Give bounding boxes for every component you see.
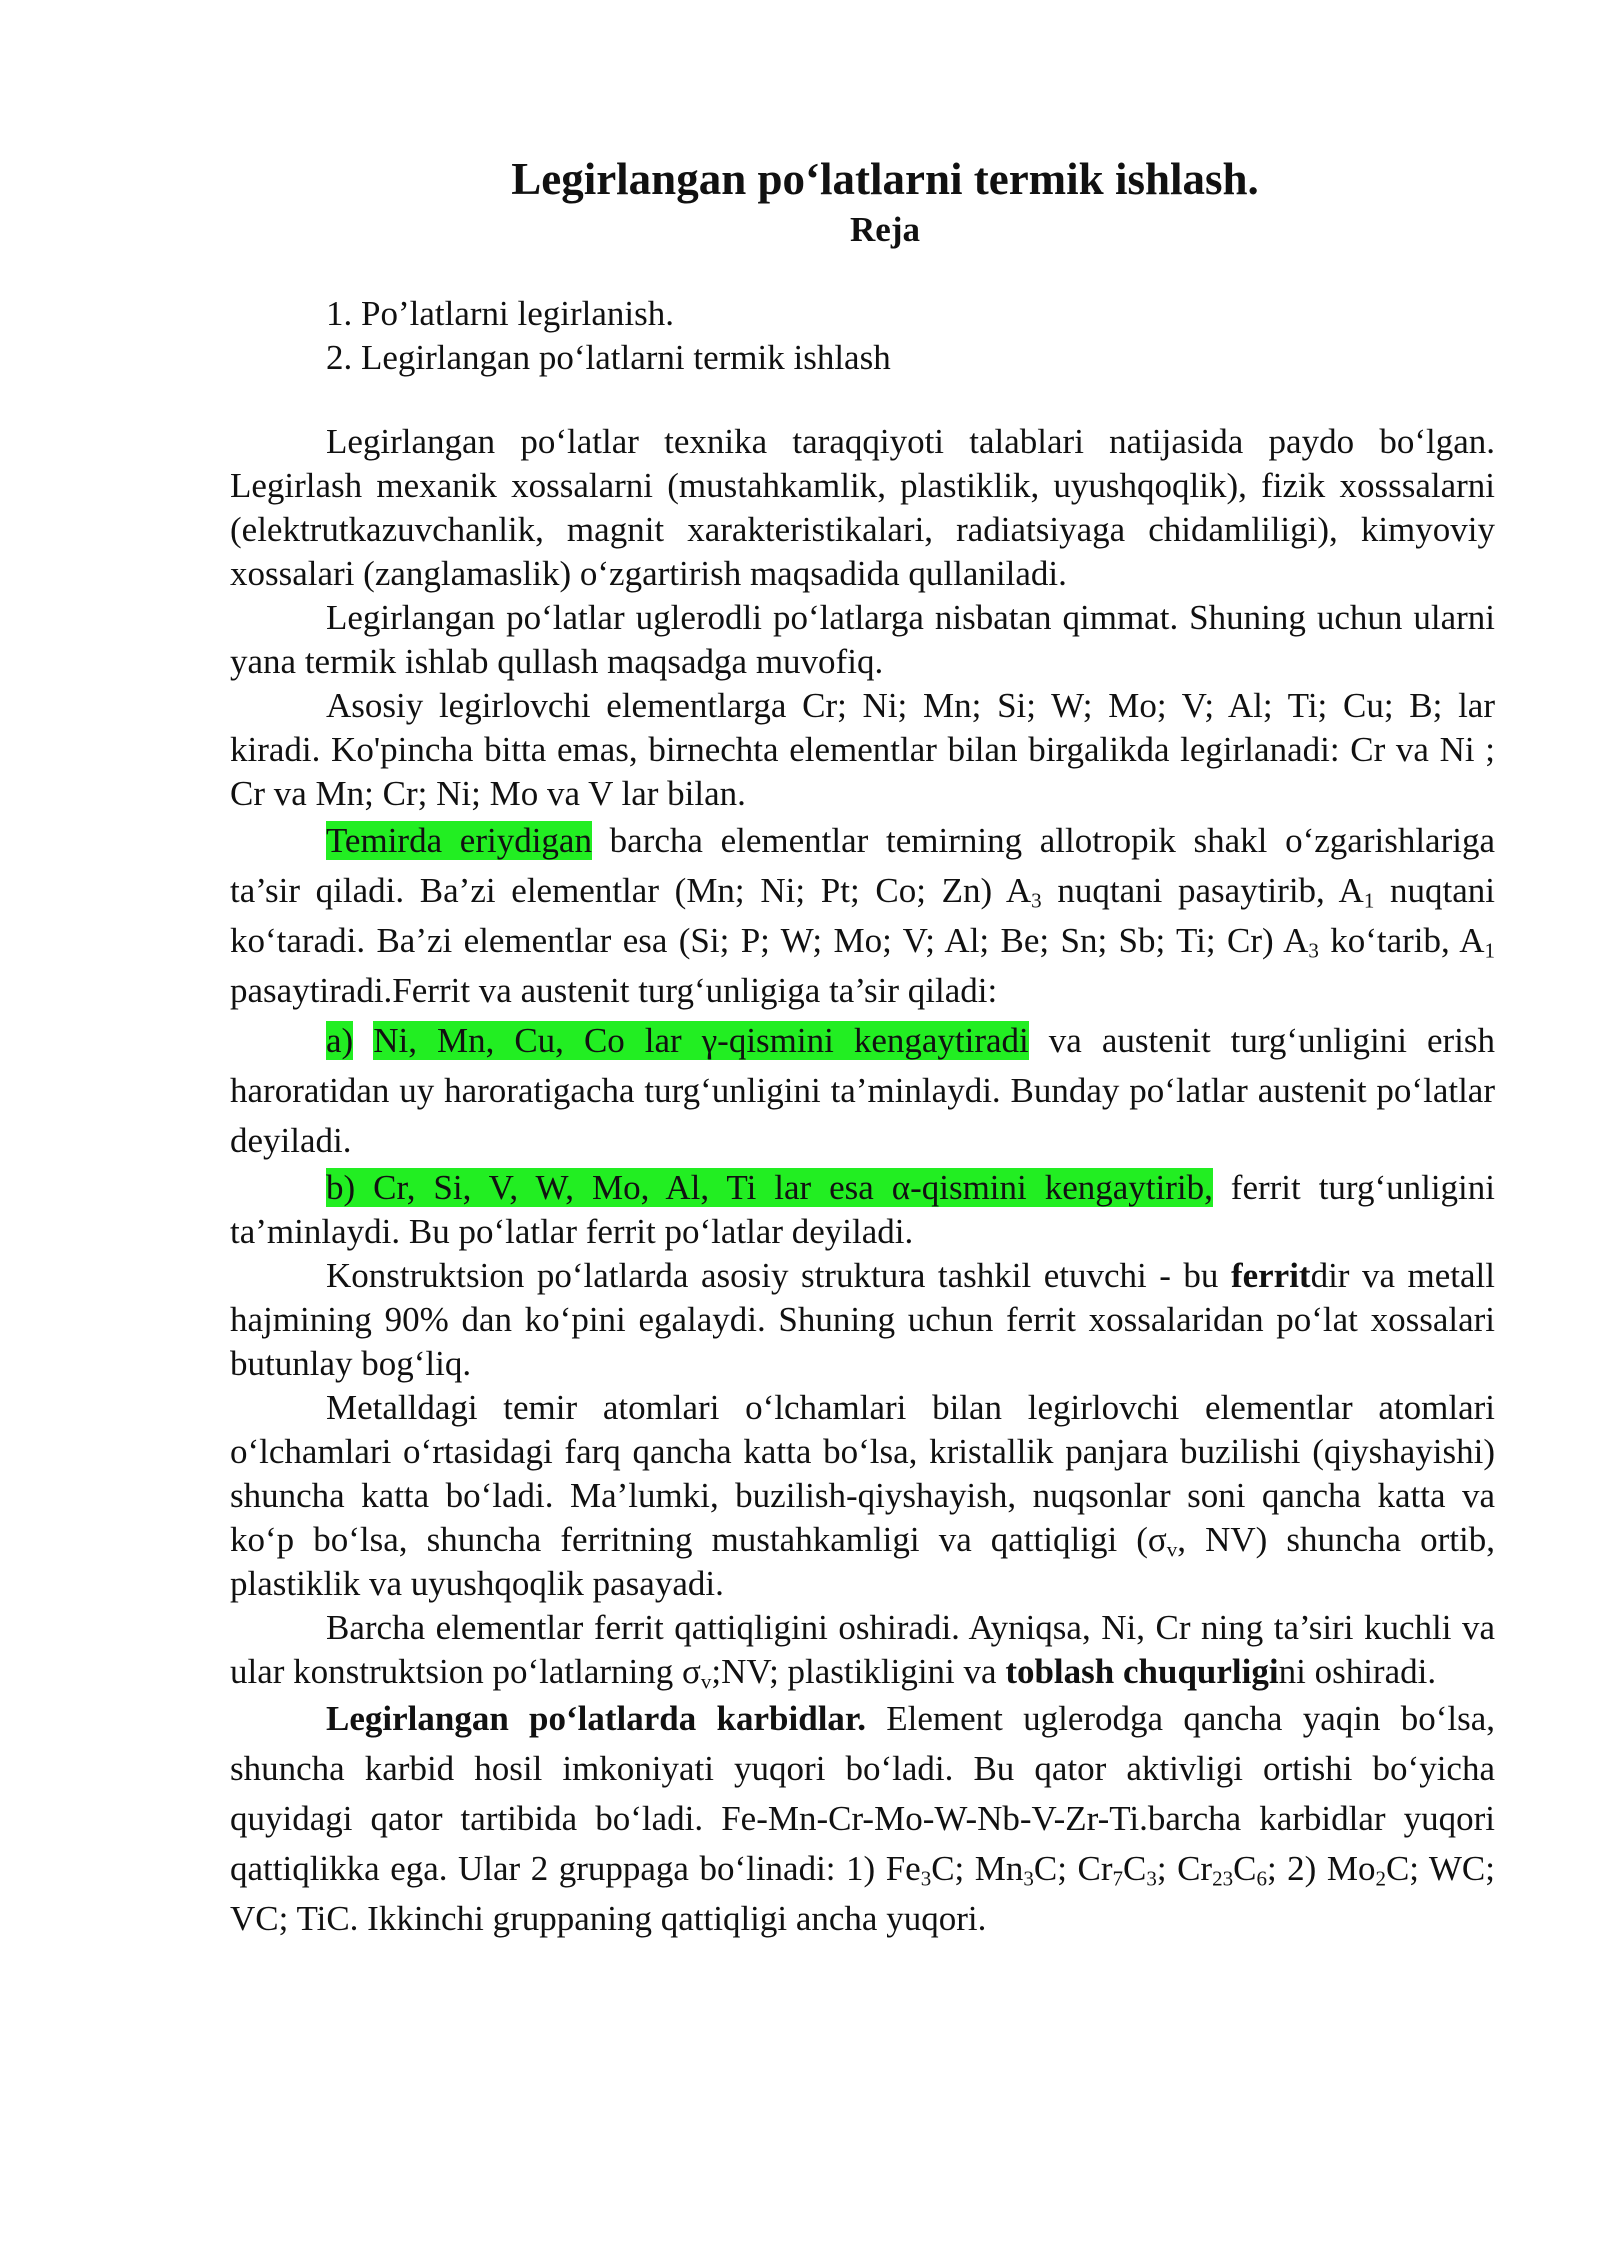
highlight-text: b) Cr, Si, V, W, Mo, Al, Ti lar esa α-qismini kengaytirib, — [326, 1168, 1213, 1207]
highlight-text: a) — [326, 1021, 354, 1060]
document-title: Legirlangan po‘latlarni termik ishlash. — [511, 154, 1259, 204]
paragraph-austenite: a) Ni, Mn, Cu, Co lar γ-qismini kengaytiradi va austenit turg‘unligini erish haroratidan uy haroratigacha turg‘unligini ta’minlaydi. Bunday po‘latlar austenit po‘latlar deyiladi. — [230, 1021, 1496, 1160]
paragraph-hardness: Barcha elementlar ferrit qattiqligini oshiradi. Ayniqsa, Ni, Cr ning ta’siri kuchli va ular konstruktsion po‘latlarning $\sigma_v;NV$; plastikligini va toblash chuqurligini oshiradi. — [230, 1608, 1495, 1694]
paragraph-ferrite-stable: b) Cr, Si, V, W, Mo, Al, Ti lar esa α-qismini kengaytirib, ferrit turg‘unligini ta’minlaydi. Bu po‘latlar ferrit po‘latlar deyiladi. — [230, 1168, 1495, 1251]
document-page — [230, 150, 1495, 1944]
paragraph-ferrite: Konstruktsion po‘latlarda asosiy struktura tashkil etuvchi - bu ferritdir va metall hajmining 90% dan ko‘pini egalaydi. Shuning uchun ferrit xossalaridan po‘lat xossalari butunlay bog‘liq. — [230, 1256, 1495, 1383]
document-subtitle: Reja — [850, 210, 920, 249]
paragraph-elements: Asosiy legirlovchi elementlarga Cr; Ni; Mn; Si; W; Mo; V; Al; Ti; Cu; B; lar kiradi. Ko'pincha bitta emas, birnechta elementlar bilan birgalikda legirlanadi: Cr va Ni ; Cr va Mn; Cr; Ni; Mo va V lar bilan. — [230, 686, 1495, 813]
paragraph-cost: Legirlangan po‘latlar uglerodli po‘latlarga nisbatan qimmat. Shuning uchun ularni yana termik ishlab qullash maqsadga muvofiq. — [230, 598, 1495, 681]
paragraph-allotropic: Temirda eriydigan barcha elementlar temirning allotropik shakl o‘zgarishlariga ta’sir qiladi. Ba’zi elementlar (Mn; Ni; Pt; Co; Zn) $A_3$ nuqtani pasaytirib, $A_1$ nuqtani ko‘taradi. Ba’zi elementlar esa (Si; P; W; Mo; V; Al; Be; Sn; Sb; Ti; Cr) $A_3$ ko‘tarib, $A_1$ pasaytiradi.Ferrit va austenit turg‘unligiga ta’sir qiladi: — [230, 821, 1496, 1010]
plan-list — [326, 292, 1495, 380]
paragraph-intro: Legirlangan po‘latlar texnika taraqqiyoti talablari natijasida paydo bo‘lgan. Legirlash mexanik xossalarni (mustahkamlik, plastiklik, uyushqoqlik), fizik xosssalarni (elektrutkazuvchanlik, magnit xarakteristikalari, radiatsiyaga chidamliligi), kimyoviy xossalari (zanglamaslik) o‘zgartirish maqsadida qullaniladi. — [230, 422, 1495, 593]
plan-item: 1. Po’latlarni legirlanish. — [326, 294, 674, 333]
carbides-heading: Legirlangan po‘latlarda karbidlar. — [326, 1699, 866, 1738]
highlight-text: Ni, Mn, Cu, Co lar γ-qismini kengaytiradi — [373, 1021, 1029, 1060]
plan-item: 2. Legirlangan po‘latlarni termik ishlash — [326, 338, 891, 377]
paragraph-lattice: Metalldagi temir atomlari o‘lchamlari bilan legirlovchi elementlar atomlari o‘lchamlari o‘rtasidagi farq qancha katta bo‘lsa, kristallik panjara buzilishi (qiyshayishi) shuncha katta bo‘ladi. Ma’lumki, buzilish-qiyshayish, nuqsonlar soni qancha katta va ko‘p bo‘lsa, shuncha ferritning mustahkamligi va qattiqligi ($\sigma_v$, NV) shuncha ortib, plastiklik va uyushqoqlik pasayadi. — [230, 1388, 1495, 1603]
paragraph-carbides: Legirlangan po‘latlarda karbidlar. Element uglerodga qancha yaqin bo‘lsa, shuncha karbid hosil imkoniyati yuqori bo‘ladi. Bu qator aktivligi ortishi bo‘yicha quyidagi qator tartibida bo‘ladi. Fe-Mn-Cr-Mo-W-Nb-V-Zr-Ti.barcha karbidlar yuqori qattiqlikka ega. Ular 2 gruppaga bo‘linadi: 1) $Fe_3C$; $Mn_3C$; $Cr_7C_3$; $Cr_{23}C_6$; 2) $Mo_2C$; WC; VC; TiC. Ikkinchi gruppaning qattiqligi ancha yuqori. — [230, 1699, 1496, 1938]
highlight-text: Temirda eriydigan — [326, 821, 592, 860]
